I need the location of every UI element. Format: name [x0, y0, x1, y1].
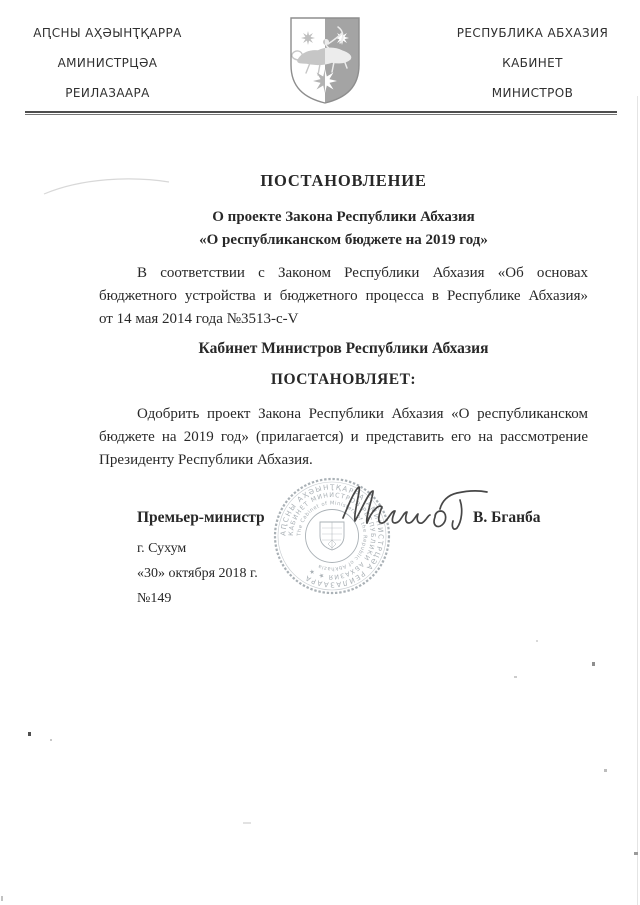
letterhead-left-line1: АԤСНЫ АҲӘЫНҬҚАРРА	[33, 26, 182, 40]
resolution-line2: бюджете на 2019 год» (прилагается) и представить его на рассмотрение	[99, 428, 588, 445]
preamble-line3: от 14 мая 2014 года №3513-с-V	[99, 310, 299, 327]
preamble-line2: бюджетного устройства и бюджетного процесса в Республике Абхазия»	[99, 287, 588, 304]
document-title: ПОСТАНОВЛЕНИЕ	[260, 171, 427, 190]
scan-artifact	[28, 732, 31, 736]
scan-artifact	[604, 769, 607, 772]
handwritten-signature	[336, 476, 496, 540]
stamp-ring-outer-text: АԤСНЫ АҲӘЫНҬҚАРРА АМИНИСТРЦӘА РЕИЛАЗААРА	[279, 483, 385, 589]
subtitle-line2: «О республиканском бюджете на 2019 год»	[199, 231, 488, 248]
document-subtitle	[99, 206, 588, 251]
letterhead-right-line1: РЕСПУБЛИКА АБХАЗИЯ	[456, 26, 609, 40]
scan-artifact	[50, 739, 52, 741]
scan-artifact	[243, 822, 251, 824]
document-number: №149	[137, 591, 172, 606]
abkhazia-coat-of-arms-icon	[288, 15, 362, 107]
signatory-role: Премьер-министр	[137, 509, 265, 526]
scan-artifact	[1, 896, 3, 901]
resolution-word: ПОСТАНОВЛЯЕТ:	[270, 371, 417, 388]
paragraph-resolution	[99, 403, 588, 472]
signatory-name: В. Бганба	[473, 509, 541, 526]
subtitle-line1: О проекте Закона Республики Абхазия	[212, 209, 475, 225]
paragraph-preamble	[99, 262, 588, 331]
resolution-line3: Президенту Республики Абхазия.	[99, 451, 313, 468]
letterhead-divider	[25, 111, 617, 115]
letterhead-left-line3: РЕИЛАЗААРА	[65, 86, 150, 100]
scan-artifact	[514, 676, 517, 678]
scan-page-edge	[637, 96, 638, 905]
signature-date: «30» октября 2018 г.	[137, 566, 258, 581]
signature-city: г. Сухум	[137, 541, 187, 556]
preamble-line1: В соответствии с Законом Республики Абхазия «Об основах	[137, 265, 588, 281]
issuer-line: Кабинет Министров Республики Абхазия	[198, 340, 489, 357]
letterhead-right-line3: МИНИСТРОВ	[491, 86, 574, 100]
stamp-ring-middle-text: КАБИНЕТ МИНИСТРОВ РЕСПУБЛИКИ АБХАЗИЯ ★ ★	[287, 491, 377, 581]
letterhead-left-line2: АМИНИСТРЦӘА	[57, 56, 158, 70]
scan-artifact	[592, 662, 595, 666]
letterhead-left	[20, 18, 195, 108]
letterhead-right	[445, 18, 620, 108]
scan-artifact	[634, 852, 638, 855]
stamp-ring-inner-text: The Cabinet of Ministers of the Republic of Abkhazia	[296, 500, 368, 572]
resolution-line1: Одобрить проект Закона Республики Абхазия «О республиканском	[137, 406, 588, 422]
scan-artifact	[536, 640, 538, 642]
letterhead-right-line2: КАБИНЕТ	[502, 56, 563, 70]
